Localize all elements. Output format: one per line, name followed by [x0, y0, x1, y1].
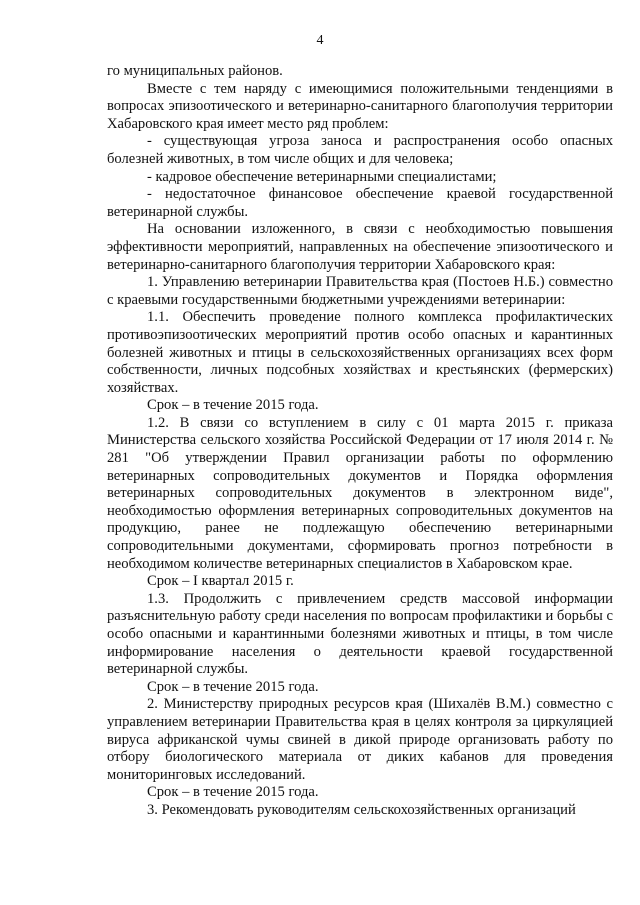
clause-1-1: 1.1. Обеспечить проведение полного комплекса профилактических противоэпизоотических мероприятий против особо опасных и карантинных болезней животных и птицы в сельскохозяйственных организациях всех форм собственности, личных подсобных хозяйствах и крестьянских (фермерских) хозяйствах. [107, 309, 613, 396]
list-item-funding: - недостаточное финансовое обеспечение краевой государственной ветеринарной службы. [107, 186, 613, 220]
paragraph-continuation: го муниципальных районов. [107, 63, 283, 79]
list-item-staffing: - кадровое обеспечение ветеринарными специалистами; [147, 168, 497, 185]
deadline-1-3: Срок – в течение 2015 года. [147, 678, 319, 695]
paragraph-problems-intro: Вместе с тем наряду с имеющимися положительными тенденциями в вопросах эпизоотического и ветеринарно-санитарного благополучия территории Хабаровского края имеет место ряд проблем: [107, 80, 613, 132]
list-item-disease-threat: - существующая угроза заноса и распространения особо опасных болезней животных, в том числе общих и для человека; [107, 133, 613, 167]
clause-3: 3. Рекомендовать руководителям сельскохозяйственных организаций [147, 801, 576, 818]
deadline-2: Срок – в течение 2015 года. [147, 784, 319, 801]
clause-2: 2. Министерству природных ресурсов края (Шихалёв В.М.) совместно с управлением ветеринарии Правительства края в целях контроля за циркуляцией вируса африканской чумы свиней в дикой природе организовать работу по отбору биологического материала от диких кабанов для проведения мониторинговых исследований. [107, 696, 613, 783]
clause-1-2: 1.2. В связи со вступлением в силу с 01 марта 2015 г. приказа Министерства сельского хозяйства Российской Федерации от 17 июля 2014 г. № 281 "Об утверждении Правил организации работы по оформлению ветеринарных сопроводительных документов и Порядка оформления ветеринарных сопроводительных документов в электронном виде", необходимостью оформления ветеринарных сопроводительных документов на продукцию, ранее не подлежащую обеспечению ветеринарными сопроводительными документами, сформировать прогноз потребности в необходимом количестве ветеринарных специалистов в Хабаровском крае. [107, 414, 613, 572]
clause-1-3: 1.3. Продолжить с привлечением средств массовой информации разъяснительную работу среди населения по вопросам профилактики и борьбы с особо опасными и карантинными болезнями животных и птицы, в том числе информирование населения о деятельности краевой государственной ветеринарной службы. [107, 590, 613, 678]
deadline-1-2: Срок – I квартал 2015 г. [147, 573, 294, 590]
page-number: 4 [316, 33, 324, 48]
paragraph-resolution-intro: На основании изложенного, в связи с необходимостью повышения эффективности мероприятий, направленных на обеспечение эпизоотического и ветеринарно-санитарного благополучия территории Хабаровского края: [107, 221, 613, 273]
deadline-1-1: Срок – в течение 2015 года. [147, 397, 319, 414]
document-body [107, 63, 613, 820]
clause-1: 1. Управлению ветеринарии Правительства края (Постоев Н.Б.) совместно с краевыми государственными бюджетными учреждениями ветеринарии: [107, 274, 613, 308]
